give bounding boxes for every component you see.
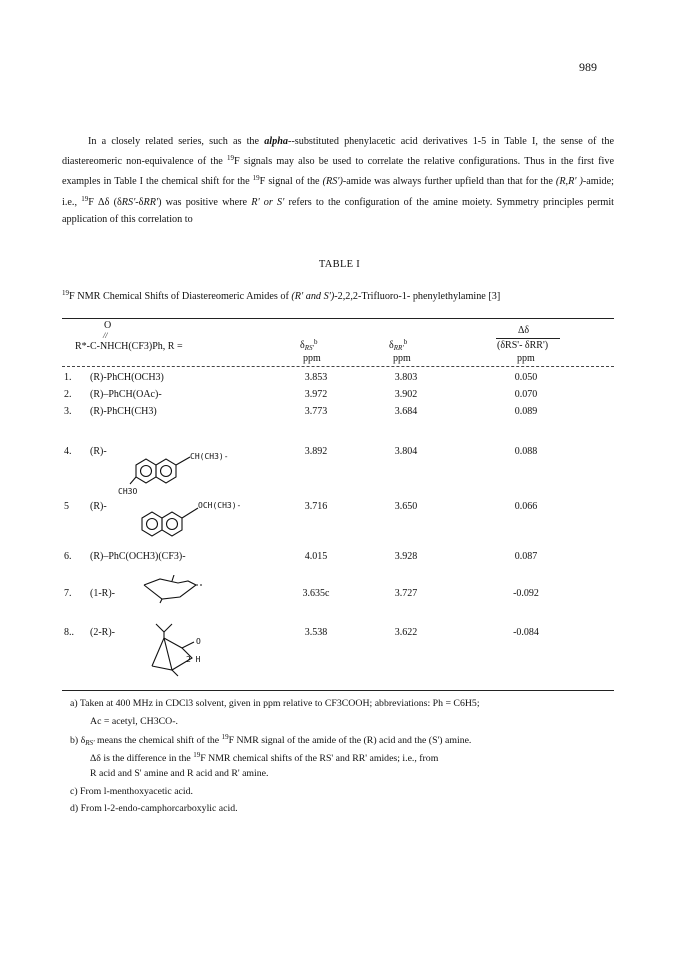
footnote-d: d) From l-2-endo-camphorcarboxylic acid. <box>70 803 238 814</box>
row-delta: 0.066 <box>514 501 538 512</box>
row-shift-rr: 3.803 <box>394 372 418 383</box>
row-r-group: (R)–PhC(OCH3)(CF3)- <box>90 551 186 562</box>
row-number: 7. <box>64 588 72 599</box>
row-r-group: (2-R)- <box>90 627 115 638</box>
row-shift-rs: 3.773 <box>304 406 328 417</box>
header-formula-o: O <box>104 320 112 331</box>
row-shift-rr: 3.727 <box>394 588 418 599</box>
header-rs-unit: ppm <box>303 353 321 364</box>
header-delta-expr: (δRS'- δRR') <box>497 340 549 351</box>
intro-paragraph: In a closely related series, such as the alpha--substituted phenylacetic acid derivatives 1-5 in Table I, the sense of the diastereomeric non-equivalence of the $^{19}$F signals may also be used to correlate the relative configurations. Thus in the first five examples in Table I the chemical shift for the $^{19}$F signal of the (RS')-amide was always further upfield than that for the (R,R' )-amide; i.e., $^{19}$F Δδ (δRS'-δRR') was positive where R' or S' refers to the configuration of the amine moiety. Symmetry principles permit application of this correlation to <box>62 136 615 225</box>
structure-8-h-label: 2 H <box>186 655 201 664</box>
row-delta: 0.089 <box>514 406 538 417</box>
page-number: 989 <box>579 60 597 74</box>
structure-5-naphthyloxy <box>118 492 268 540</box>
table-title: TABLE I <box>318 259 361 270</box>
header-delta-unit: ppm <box>517 353 535 364</box>
header-formula-bond: // <box>103 331 108 340</box>
row-shift-rr: 3.804 <box>394 446 418 457</box>
header-rr: $\delta_{RR'}^b$ <box>389 338 408 352</box>
header-rule <box>62 366 614 367</box>
row-r-group: (R)–PhCH(OAc)- <box>90 389 162 400</box>
row-number: 6. <box>64 551 72 562</box>
row-shift-rs: 3.972 <box>304 389 328 400</box>
row-shift-rs: 3.635c <box>302 588 330 599</box>
row-shift-rs: 3.853 <box>304 372 328 383</box>
header-rr-unit: ppm <box>393 353 411 364</box>
row-shift-rr: 3.650 <box>394 501 418 512</box>
row-shift-rs: 3.538 <box>304 627 328 638</box>
row-delta: 0.050 <box>514 372 538 383</box>
row-number: 1. <box>64 372 72 383</box>
row-number: 3. <box>64 406 72 417</box>
header-delta-rule <box>496 338 560 339</box>
structure-8-o-label: O <box>196 637 201 646</box>
footnote-b-line3: R acid and S' amine and R acid and R' amine. <box>90 768 269 779</box>
row-shift-rr: 3.684 <box>394 406 418 417</box>
footnote-a-line1: a) Taken at 400 MHz in CDCl3 solvent, given in ppm relative to CF3COOH; abbreviations: Ph = C6H5; <box>70 698 480 709</box>
row-shift-rr: 3.902 <box>394 389 418 400</box>
row-shift-rs: 4.015 <box>304 551 328 562</box>
row-shift-rs: 3.716 <box>304 501 328 512</box>
footnote-a-line2: Ac = acetyl, CH3CO-. <box>90 716 178 727</box>
row-r-group: (R)-PhCH(OCH3) <box>90 372 164 383</box>
row-r-group: (R)- <box>90 501 107 512</box>
footnote-c: c) From l-menthoxyacetic acid. <box>70 786 193 797</box>
row-number: 2. <box>64 389 72 400</box>
structure-4-ome-label: CH3O <box>118 487 138 495</box>
row-r-group: (1-R)- <box>90 588 115 599</box>
row-r-group: (R)-PhCH(CH3) <box>90 406 157 417</box>
row-delta: 0.087 <box>514 551 538 562</box>
row-delta: -0.092 <box>513 588 539 599</box>
row-delta: -0.084 <box>513 627 539 638</box>
row-number: 4. <box>64 446 72 457</box>
structure-7-menthyl <box>140 575 210 605</box>
structure-5-side-label: OCH(CH3)- <box>198 501 242 510</box>
row-delta: 0.088 <box>514 446 538 457</box>
structure-8-camphoryl <box>142 618 212 678</box>
row-r-group: (R)- <box>90 446 107 457</box>
header-delta: Δδ <box>518 325 530 336</box>
structure-4-naphthyl <box>118 437 268 495</box>
header-rs: $\delta_{RS'}^b$ <box>300 338 318 352</box>
row-shift-rr: 3.622 <box>394 627 418 638</box>
header-formula: R*-C-NHCH(CF3)Ph, R = <box>75 341 183 352</box>
table-top-rule <box>62 318 614 319</box>
footnote-b-line2: Δδ is the difference in the $^{19}$F NMR chemical shifts of the RS' and RR' amides; i.e., from <box>90 751 439 764</box>
table-caption: $^{19}$F NMR Chemical Shifts of Diastereomeric Amides of (R' and S')-2,2,2-Trifluoro-1- phenylethylamine [3] <box>62 289 501 302</box>
row-number: 5 <box>64 501 69 512</box>
structure-4-side-label: CH(CH3)- <box>190 452 229 461</box>
table-bottom-rule <box>62 690 614 691</box>
row-delta: 0.070 <box>514 389 538 400</box>
footnote-b-line1: b) $\delta_{RS'}$ means the chemical shift of the $^{19}$F NMR signal of the amide of the (R) acid and the (S') amine. <box>70 733 472 747</box>
row-number: 8.. <box>64 627 74 638</box>
row-shift-rr: 3.928 <box>394 551 418 562</box>
row-shift-rs: 3.892 <box>304 446 328 457</box>
